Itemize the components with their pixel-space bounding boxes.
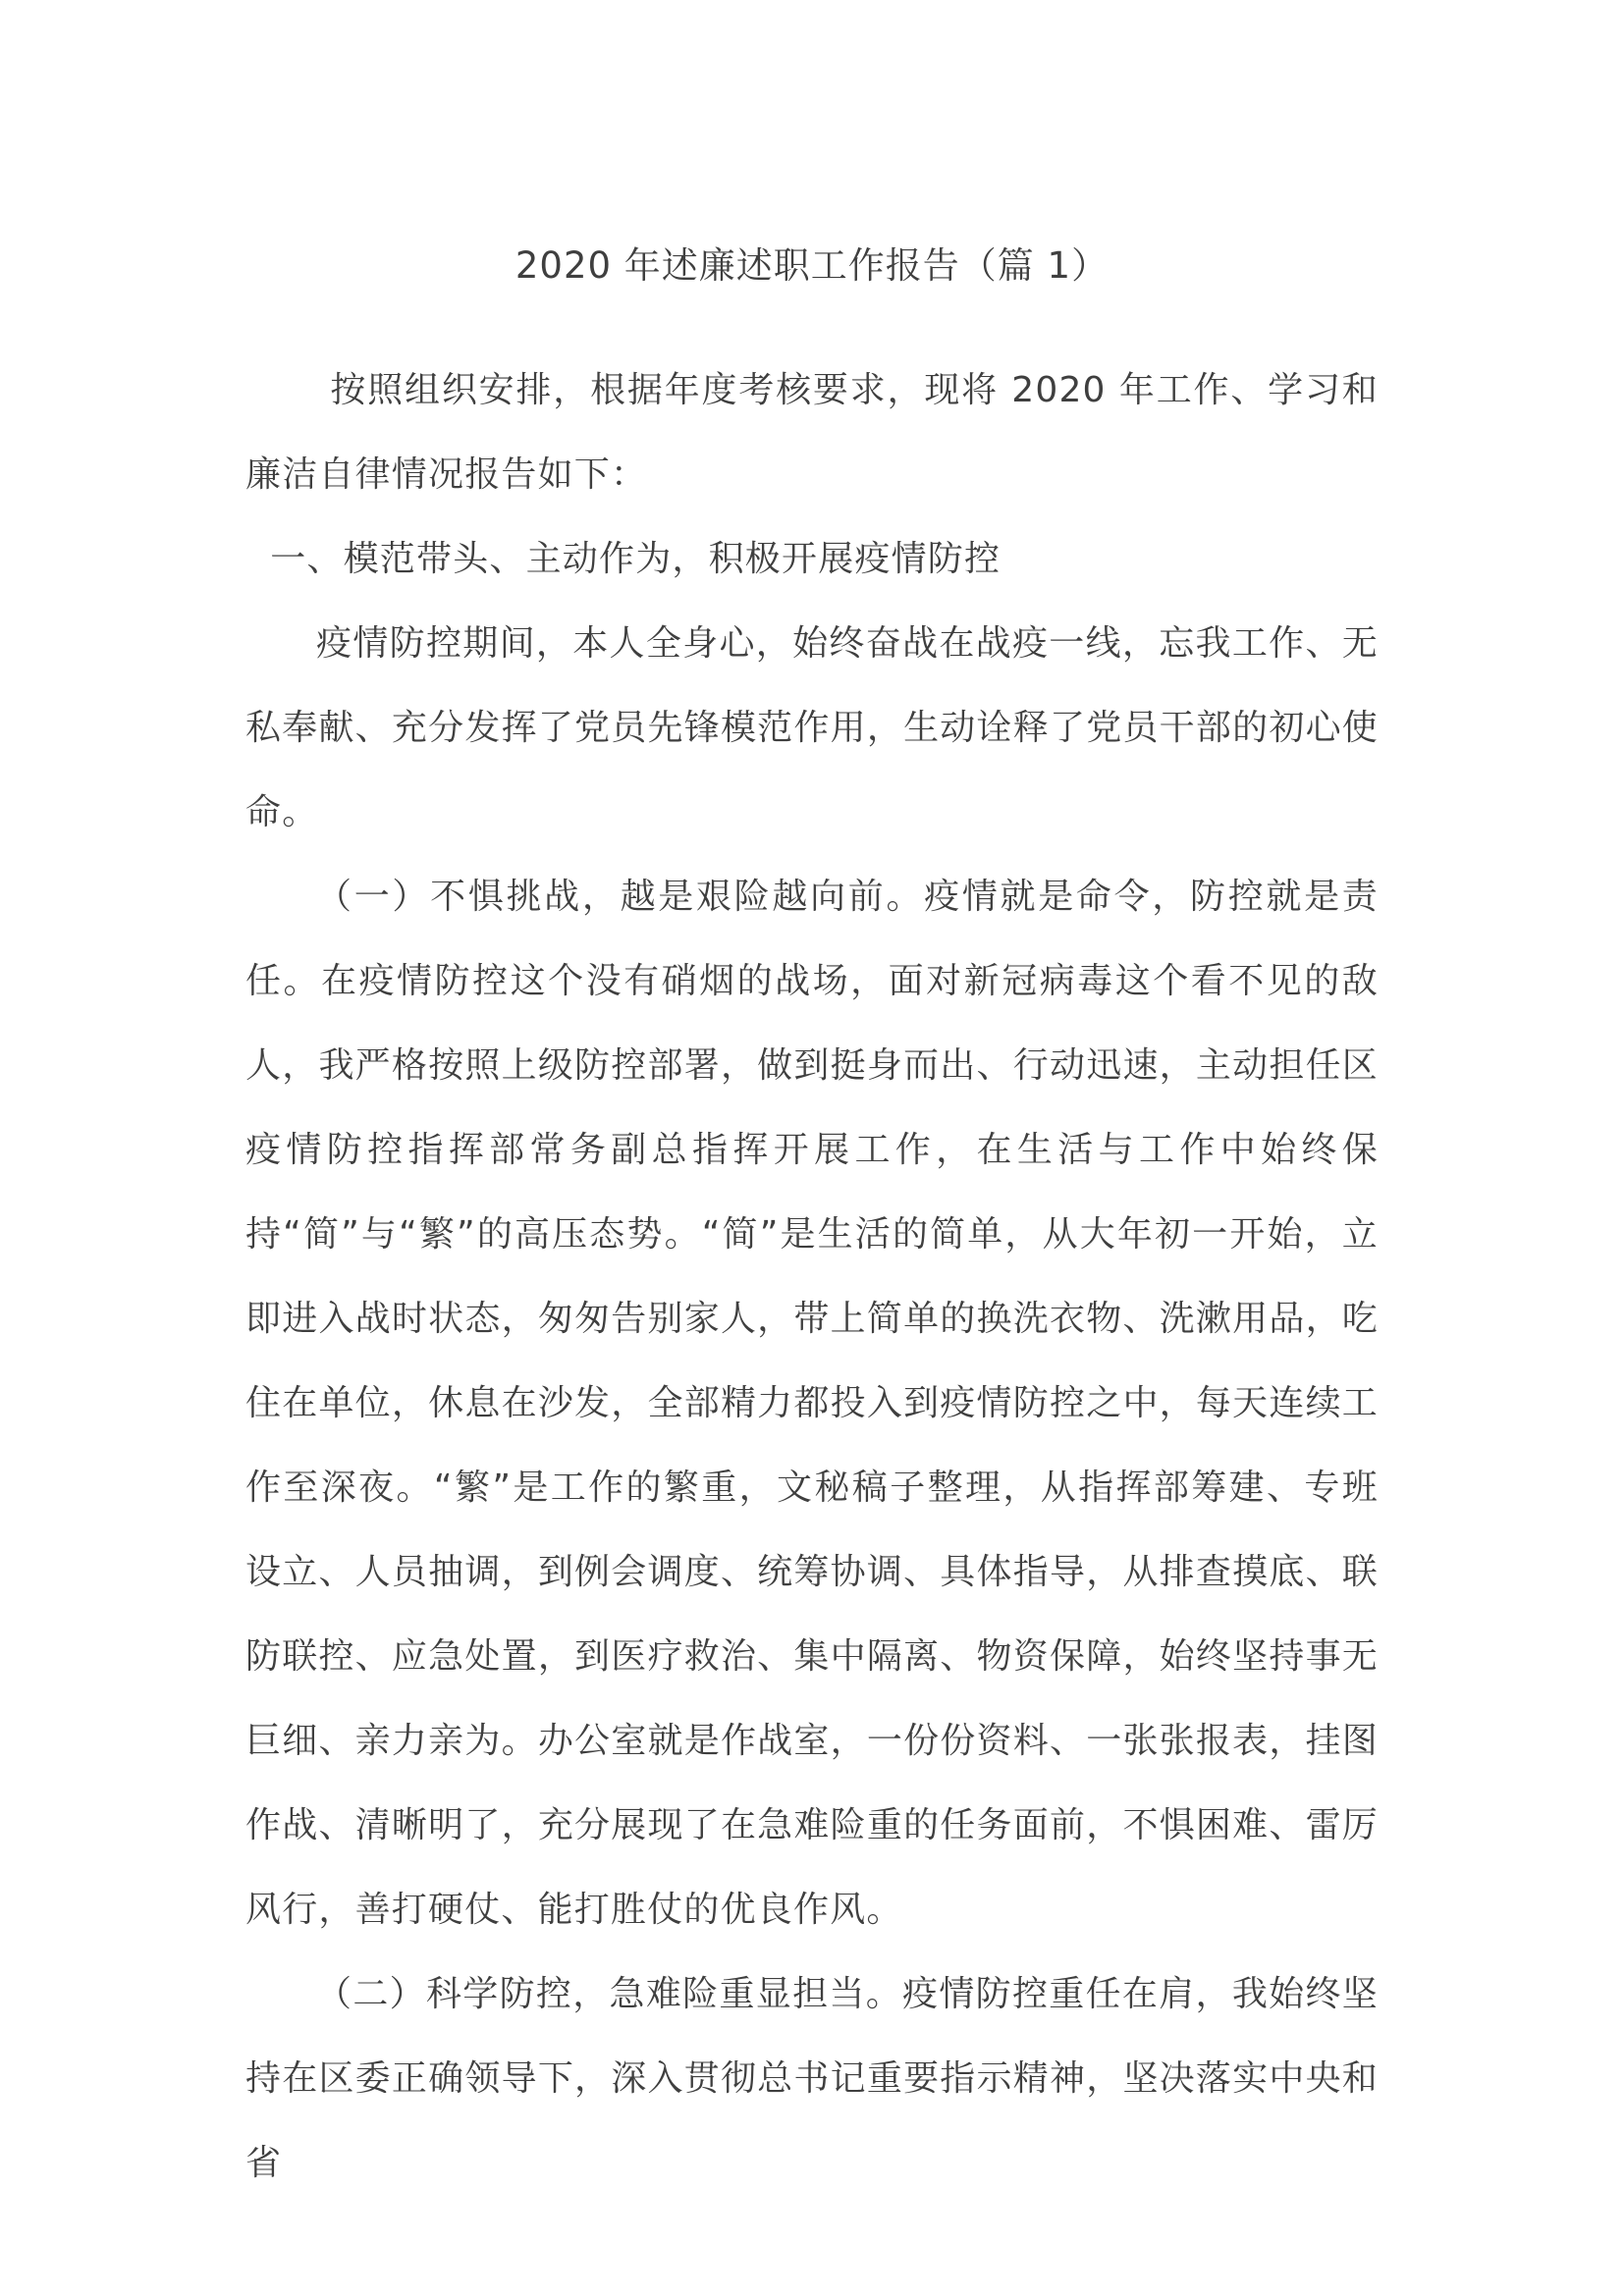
document-title (245, 224, 1379, 308)
section-1-2-paragraph: （二）科学防控，急难险重显担当。疫情防控重任在肩，我始终坚持在区委正确领导下，深入贯彻总书记重要指示精神，坚决落实中央和省 (245, 1974, 1379, 2183)
section-1-lead-paragraph: 疫情防控期间，本人全身心，始终奋战在战疫一线，忘我工作、无私奉献、充分发挥了党员先锋模范作用，生动诠释了党员干部的初心使命。 (245, 623, 1379, 832)
section-1-1-paragraph: （一）不惧挑战，越是艰险越向前。疫情就是命令，防控就是责任。在疫情防控这个没有硝烟的战场，面对新冠病毒这个看不见的敌人，我严格按照上级防控部署，做到挺身而出、行动迅速，主动担任区疫情防控指挥部常务副总指挥开展工作，在生活与工作中始终保持“简”与“繁”的高压态势。“简”是生活的简单，从大年初一开始，立即进入战时状态，匆匆告别家人，带上简单的换洗衣物、洗漱用品，吃住在单位，休息在沙发，全部精力都投入到疫情防控之中，每天连续工作至深夜。“繁”是工作的繁重，文秘稿子整理，从指挥部筹建、专班设立、人员抽调，到例会调度、统筹协调、具体指导，从排查摸底、联防联控、应急处置，到医疗救治、集中隔离、物资保障，始终坚持事无巨细、亲力亲为。办公室就是作战室，一份份资料、一张张报表，挂图作战、清晰明了，充分展现了在急难险重的任务面前，不惧困难、雷厉风行，善打硬仗、能打胜仗的优良作风。 (245, 877, 1379, 1930)
intro-paragraph: 按照组织安排，根据年度考核要求，现将 2020 年工作、学习和廉洁自律情况报告如下： (245, 370, 1379, 495)
section-1-heading: 一、模范带头、主动作为，积极开展疫情防控 (270, 539, 1001, 579)
document-title-text: 2020 年述廉述职工作报告（篇 1） (514, 244, 1110, 287)
